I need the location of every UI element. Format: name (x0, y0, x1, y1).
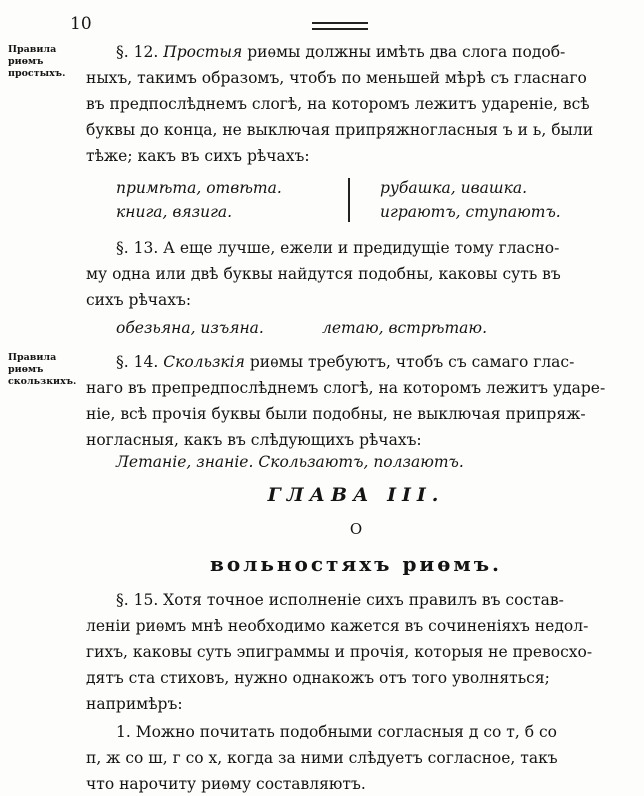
para15-line2: леніи риѳмъ мнѣ необходимо кажется въ сочиненіяхъ недол- (86, 617, 589, 635)
example12-right1: рубашка, ивашка. (380, 179, 528, 197)
margin-note-line: Правила (8, 352, 57, 363)
para15-line5: напримѣръ: (86, 695, 183, 713)
margin-note-simple-rhymes (8, 44, 68, 80)
margin-note-line: риѳмъ (8, 364, 44, 375)
para14-line4: ногласныя, какъ въ слѣдующихъ рѣчахъ: (86, 431, 422, 449)
para15-line1: §. 15. Хотя точное исполненіе сихъ правилъ въ состав- (116, 591, 564, 609)
chapter-label: ГЛАВА III. (267, 484, 445, 506)
item1-line2: п, ж со ш, г со х, когда за ними слѣдуетъ согласное, такъ (86, 749, 558, 767)
margin-note-line: простыхъ. (8, 68, 66, 79)
para15-line4: дятъ ста стиховъ, нужно однакожъ отъ того уволняться; (86, 669, 550, 687)
example12-left2: книга, вязига. (116, 203, 233, 221)
para12-line5: тѣже; какъ въ сихъ рѣчахъ: (86, 147, 310, 165)
para12-term: Простыя (163, 43, 243, 61)
item1-line3: что нарочиту риѳму составляютъ. (86, 775, 366, 793)
para14-line3: ніе, всѣ прочія буквы были подобны, не выключая припряж- (86, 405, 586, 423)
chapter-preposition: О (349, 520, 363, 538)
para13-line2: му одна или двѣ буквы найдутся подобны, каковы суть въ (86, 265, 561, 283)
example14: Летаніе, знаніе. Скользаютъ, ползаютъ. (116, 453, 464, 471)
para13-line1: §. 13. А еще лучше, ежели и предидущіе тому гласно- (116, 239, 560, 257)
para14-number: §. 14. (116, 353, 159, 371)
para12-line2: ныхъ, такимъ образомъ, чтобъ по меньшей мѣрѣ съ гласнаго (86, 69, 587, 87)
header-rule (312, 22, 368, 30)
para12-line4: буквы до конца, не выключая припряжногласныя ъ и ь, были (86, 121, 594, 139)
example-divider (348, 178, 350, 222)
para14-line2: наго въ препредпослѣднемъ слогѣ, на которомъ лежитъ ударе- (86, 379, 606, 397)
margin-note-line: Правила (8, 44, 57, 55)
example12-right2: играютъ, ступаютъ. (380, 203, 561, 221)
para12-number: §. 12. (116, 43, 159, 61)
example13-a: обезьяна, изъяна. (116, 319, 264, 337)
example12-left1: примѣта, отвѣта. (116, 179, 282, 197)
margin-note-sliding-rhymes (8, 352, 77, 388)
para12-line1 (116, 42, 626, 62)
chapter-title: вольностяхъ риѳмъ. (209, 552, 502, 576)
para12-line1-text: риѳмы должны имѣть два слога подоб- (247, 43, 566, 61)
para12-line3: въ предпослѣднемъ слогѣ, на которомъ лежитъ удареніе, всѣ (86, 95, 590, 113)
example13-b: летаю, встрѣтаю. (322, 319, 487, 337)
margin-note-line: скользкихъ. (8, 376, 77, 387)
item1-line1: 1. Можно почитать подобными согласныя д со т, б со (116, 723, 558, 741)
para15-line3: гихъ, каковы суть эпиграммы и прочія, которыя не превосхо- (86, 643, 593, 661)
para13-line3: сихъ рѣчахъ: (86, 291, 192, 309)
margin-note-line: риѳмъ (8, 56, 44, 67)
page-number: 10 (70, 14, 92, 34)
para14-line1 (116, 352, 626, 372)
para14-term: Скользкія (163, 353, 245, 371)
para14-line1-text: риѳмы требуютъ, чтобъ съ самаго глас- (249, 353, 575, 371)
